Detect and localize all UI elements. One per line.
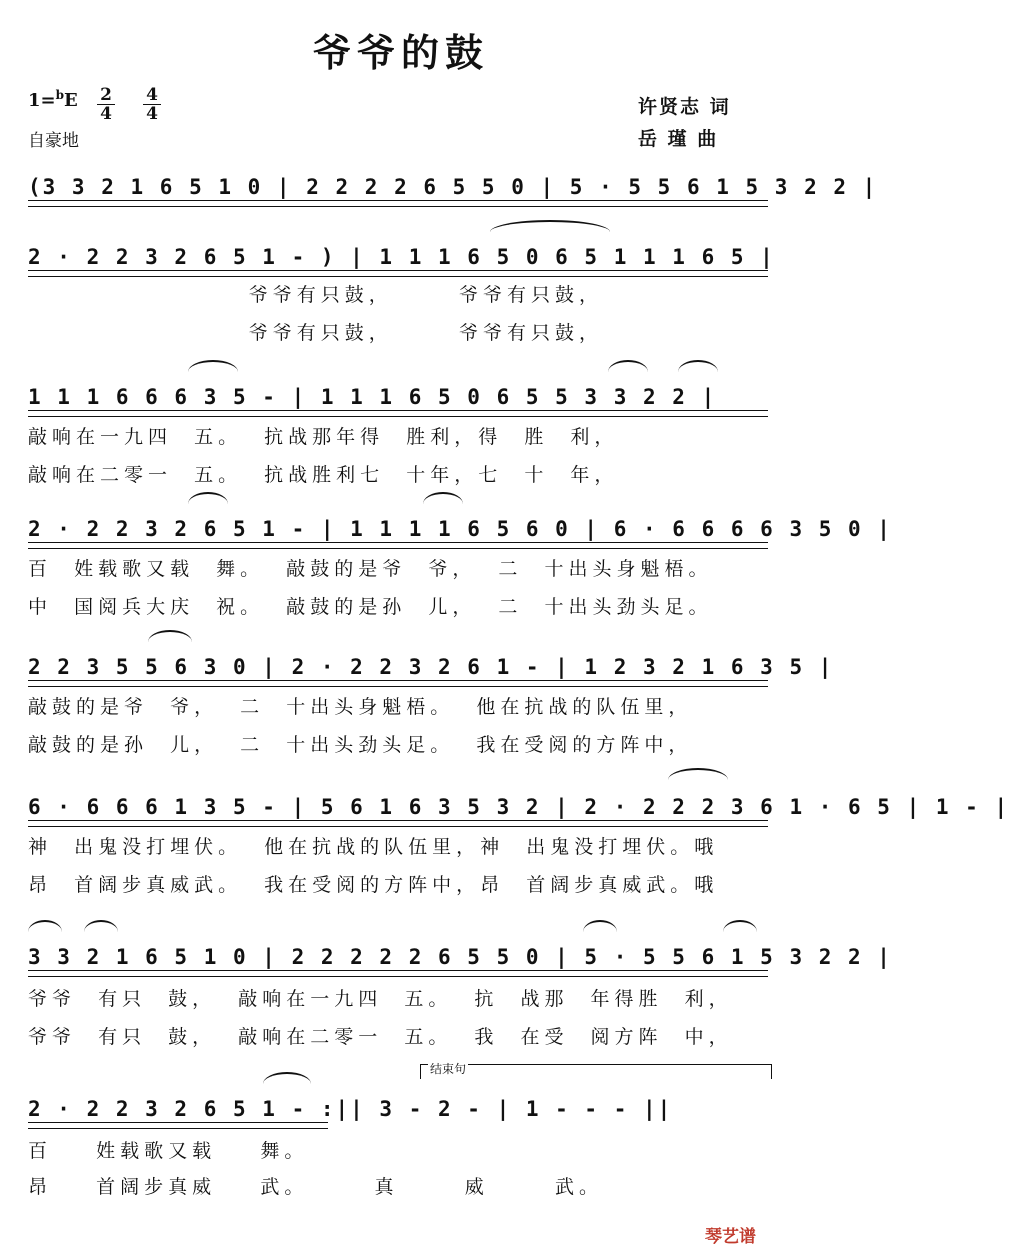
time-den: 4 [100,104,112,124]
lyric-verse-1: 百 姓载歌又载 舞。 敲鼓的是爷 爷， 二 十出头身魁梧。 [28,558,713,580]
time-signature-2-4 [97,86,115,123]
score-line-1 [28,170,878,216]
slur [28,920,62,944]
score-line-3 [28,380,774,486]
time-num: 4 [146,85,158,105]
notation: 1 1 1 6 6 6 3 5 - | 1 1 1 6 5 0 6 5 5 3 3 2 2 | [28,385,717,409]
lyric-verse-1: 爷爷有只鼓， 爷爷有只鼓， [28,284,604,306]
score-line-4 [28,512,892,618]
score-line-2 [28,240,775,344]
lyricist-credit: 许贤志 词 [638,96,731,118]
slur [723,920,757,944]
beam [28,680,768,687]
beam [28,970,768,977]
lyric-verse-2: 昂 首阔步真威武。 我在受阅的方阵中，昂 首阔步真威武。哦 [28,874,719,896]
time-signature-4-4 [143,86,161,123]
notation: 3 3 2 1 6 5 1 0 | 2 2 2 2 2 6 5 5 0 | 5 · 5 5 6 1 5 3 2 2 | [28,945,892,969]
beam [28,1122,328,1129]
slur [490,220,610,244]
tempo-marking: 自豪地 [28,131,79,151]
beam [28,410,768,417]
lyric-verse-1: 百 姓载歌又载 舞。 [28,1140,309,1162]
slur [608,360,648,384]
notation: (3 3 2 1 6 5 1 0 | 2 2 2 2 6 5 5 0 | 5 · 5 5 6 1 5 3 2 2 | [28,175,878,199]
score-line-6 [28,790,1009,896]
slur [148,630,192,654]
slur [668,768,728,792]
watermark-logo: 琴艺谱 [705,1227,756,1247]
slur [263,1072,311,1096]
lyric-verse-2: 敲响在二零一 五。 抗战胜利七 十年，七 十 年， [28,464,619,486]
score-line-8 [28,1092,774,1198]
time-num: 2 [100,85,112,105]
lyric-verse-2: 中 国阅兵大庆 祝。 敲鼓的是孙 儿， 二 十出头劲头足。 [28,596,713,618]
key-note: E [64,90,78,111]
key-prefix: 1= [28,90,56,111]
score-line-5 [28,650,834,756]
lyric-verse-1: 敲响在一九四 五。 抗战那年得 胜利，得 胜 利， [28,426,619,448]
score-line-7 [28,940,892,1048]
notation: 2 · 2 2 3 2 6 5 1 - ) | 1 1 1 6 5 0 6 5 1 1 1 6 5 | [28,245,775,269]
slur [188,492,228,516]
slur [188,360,238,384]
lyric-verse-2: 爷爷有只鼓， 爷爷有只鼓， [28,322,604,344]
lyric-verse-2: 敲鼓的是孙 儿， 二 十出头劲头足。 我在受阅的方阵中， [28,734,693,756]
composer-credit: 岳 瑾 曲 [638,128,719,150]
lyric-verse-1: 敲鼓的是爷 爷， 二 十出头身魁梧。 他在抗战的队伍里， [28,696,693,718]
lyric-verse-1: 爷爷 有只 鼓， 敲响在一九四 五。 抗 战那 年得胜 利， [28,988,733,1010]
ending-label: 结束句 [430,1062,467,1076]
notation: 6 · 6 6 6 1 3 5 - | 5 6 1 6 3 5 3 2 | 2 · 2 2 2 3 6 1 · 6 5 | 1 - | [28,795,1009,819]
time-den: 4 [146,104,158,124]
notation: 2 2 3 5 5 6 3 0 | 2 · 2 2 3 2 6 1 - | 1 2 3 2 1 6 3 5 | [28,655,834,679]
beam [28,200,768,207]
lyric-verse-2: 昂 首阔步真威 武。 真 威 武。 [28,1176,604,1198]
slur [423,492,463,516]
beam [28,270,768,277]
slur [84,920,118,944]
notation: 2 · 2 2 3 2 6 5 1 - :|| 3 - 2 - | 1 - - - || [28,1097,673,1121]
notation: 2 · 2 2 3 2 6 5 1 - | 1 1 1 1 6 5 6 0 | 6 · 6 6 6 6 3 5 0 | [28,517,892,541]
song-title: 爷爷的鼓 [312,31,489,75]
beam [28,820,768,827]
flat-sign: b [55,88,64,102]
key-signature [28,88,78,111]
lyric-verse-2: 爷爷 有只 鼓， 敲响在二零一 五。 我 在受 阅方阵 中， [28,1026,733,1048]
ending-bracket [420,1064,772,1079]
beam [28,542,768,549]
slur [583,920,617,944]
lyric-verse-1: 神 出鬼没打埋伏。 他在抗战的队伍里，神 出鬼没打埋伏。哦 [28,836,719,858]
slur [678,360,718,384]
